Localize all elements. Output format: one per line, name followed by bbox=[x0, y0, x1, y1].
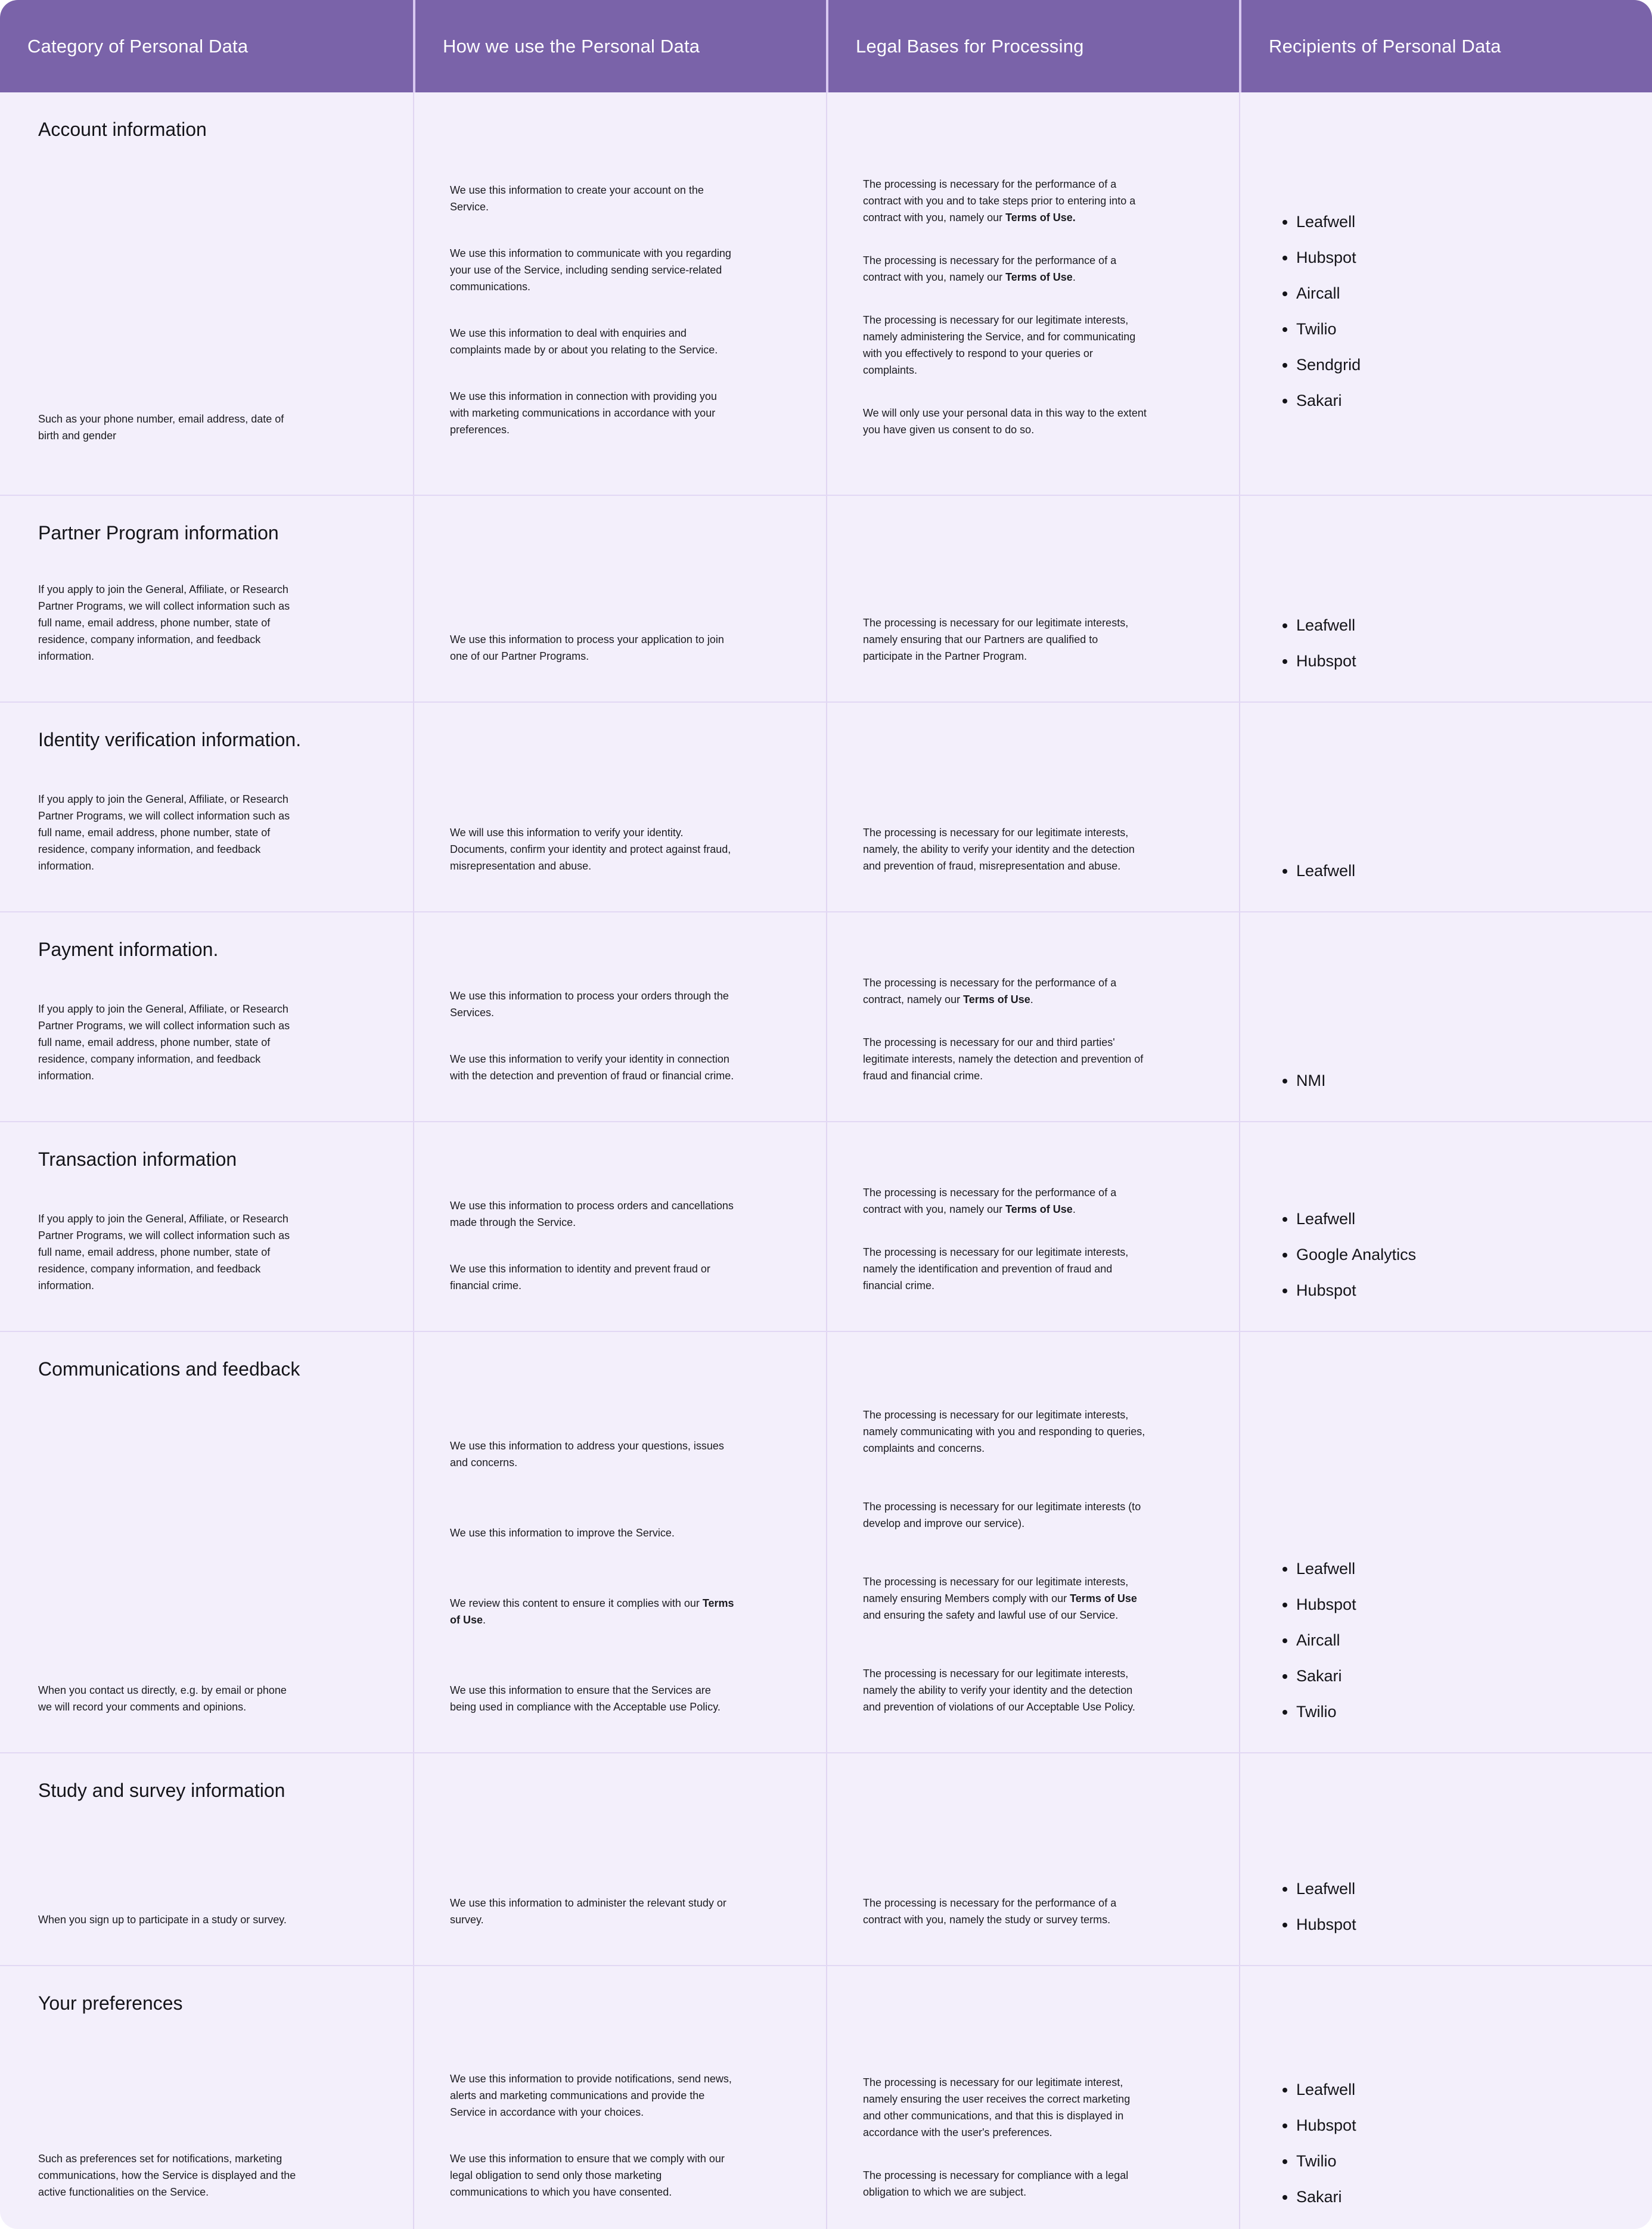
category-description: Such as preferences set for notifications, marketing communications, how the Service is displayed and the active functionalities on the Service. bbox=[38, 2153, 296, 2198]
recipient-item: • Leafwell bbox=[1296, 211, 1634, 232]
category-title: Communications and feedback bbox=[38, 1358, 300, 1380]
usage-paragraph: We review this content to ensure it complies with our Terms of Use. bbox=[450, 1597, 734, 1626]
recipient-item: • Aircall bbox=[1296, 282, 1634, 304]
legal-paragraph: The processing is necessary for the performance of a contract with you, namely our Terms of Use. bbox=[863, 1187, 1117, 1215]
usage-paragraph: We use this information to process your orders through the Services. bbox=[450, 990, 729, 1019]
usage-paragraph: We use this information in connection with providing you with marketing communications in accordance with your preferences. bbox=[450, 390, 717, 436]
usage-paragraph: We use this information to process your application to join one of our Partner Programs. bbox=[450, 634, 724, 662]
category-cell bbox=[0, 912, 413, 1121]
legal-paragraph: The processing is necessary for our legitimate interests (to develop and improve our service). bbox=[863, 1501, 1141, 1529]
recipient-item: • Hubspot bbox=[1296, 1594, 1634, 1615]
recipient-item: • Hubspot bbox=[1296, 1280, 1634, 1301]
recipient-item: • Twilio bbox=[1296, 318, 1634, 340]
usage-paragraph: We use this information to deal with enquiries and complaints made by or about you relating to the Service. bbox=[450, 327, 718, 356]
header-cell-legal bbox=[826, 0, 1239, 92]
recipients-list bbox=[1276, 1558, 1634, 1722]
legal-paragraph: The processing is necessary for the performance of a contract with you and to take steps prior to entering into a contract with you, namely our Terms of Use. bbox=[863, 178, 1136, 223]
recipient-item: • Leafwell bbox=[1296, 1558, 1634, 1579]
header-cell-recipients bbox=[1239, 0, 1652, 92]
usage-paragraph: We use this information to ensure that the Services are being used in compliance with the Acceptable use Policy. bbox=[450, 1684, 721, 1713]
legal-cell bbox=[826, 496, 1239, 701]
recipients-cell bbox=[1239, 1332, 1652, 1752]
usage-cell bbox=[413, 912, 826, 1121]
usage-paragraph: We use this information to identity and prevent fraud or financial crime. bbox=[450, 1263, 710, 1292]
legal-paragraph: The processing is necessary for our and third parties' legitimate interests, namely the detection and prevention of fraud and financial crime. bbox=[863, 1036, 1144, 1082]
legal-paragraph: The processing is necessary for our legitimate interests, namely the ability to verify your identity and the detection and prevention of violations of our Acceptable Use Policy. bbox=[863, 1668, 1135, 1713]
recipient-item: • Aircall bbox=[1296, 1629, 1634, 1651]
legal-paragraph: The processing is necessary for compliance with a legal obligation to which we are subject. bbox=[863, 2169, 1129, 2198]
table-row bbox=[0, 701, 1652, 911]
legal-cell bbox=[826, 92, 1239, 495]
recipients-cell bbox=[1239, 496, 1652, 701]
recipient-item: • Leafwell bbox=[1296, 614, 1634, 636]
category-title: Your preferences bbox=[38, 1992, 183, 2014]
category-description: If you apply to join the General, Affiliate, or Research Partner Programs, we will collect information such as full name, email address, phone number, state of residence, company information, and feedback information. bbox=[38, 583, 290, 662]
usage-paragraph: We use this information to verify your identity in connection with the detection and prevention of fraud or financial crime. bbox=[450, 1053, 734, 1082]
recipients-cell bbox=[1239, 1966, 1652, 2229]
recipient-item: • Hubspot bbox=[1296, 1914, 1634, 1935]
category-title: Partner Program information bbox=[38, 522, 279, 544]
recipient-item: • Twilio bbox=[1296, 1701, 1634, 1722]
recipient-item: • Google Analytics bbox=[1296, 1244, 1634, 1265]
category-cell bbox=[0, 92, 413, 495]
recipient-item: • Hubspot bbox=[1296, 650, 1634, 672]
legal-paragraph: The processing is necessary for our legitimate interests, namely communicating with you and responding to queries, complaints and concerns. bbox=[863, 1409, 1145, 1454]
recipients-cell bbox=[1239, 1122, 1652, 1331]
recipients-list bbox=[1276, 1208, 1634, 1301]
legal-paragraph: The processing is necessary for the performance of a contract with you, namely our Terms of Use. bbox=[863, 254, 1117, 283]
recipient-item: • Leafwell bbox=[1296, 1878, 1634, 1899]
usage-paragraph: We use this information to ensure that we comply with our legal obligation to send only those marketing communications to which you have consented. bbox=[450, 2153, 725, 2198]
table-row bbox=[0, 92, 1652, 495]
category-title: Account information bbox=[38, 119, 207, 140]
legal-paragraph: The processing is necessary for our legitimate interests, namely ensuring Members comply with our Terms of Use and ensuring the safety and lawful use of our Service. bbox=[863, 1576, 1137, 1621]
usage-cell bbox=[413, 1122, 826, 1331]
recipients-cell bbox=[1239, 703, 1652, 911]
category-title: Transaction information bbox=[38, 1148, 237, 1170]
usage-paragraph: We use this information to improve the Service. bbox=[450, 1527, 675, 1539]
category-description: When you sign up to participate in a study or survey. bbox=[38, 1914, 287, 1926]
recipients-cell bbox=[1239, 1753, 1652, 1965]
recipient-item: • Leafwell bbox=[1296, 2079, 1634, 2100]
header-label-legal: Legal Bases for Processing bbox=[856, 35, 1084, 57]
table-row bbox=[0, 1121, 1652, 1331]
category-cell bbox=[0, 1122, 413, 1331]
recipients-list bbox=[1276, 860, 1634, 881]
category-description: If you apply to join the General, Affiliate, or Research Partner Programs, we will collect information such as full name, email address, phone number, state of residence, company information, and feedback information. bbox=[38, 1213, 290, 1292]
header-cell-category bbox=[0, 0, 413, 92]
category-cell bbox=[0, 1753, 413, 1965]
recipient-item: • Leafwell bbox=[1296, 860, 1634, 881]
category-cell bbox=[0, 1966, 413, 2229]
legal-cell bbox=[826, 1753, 1239, 1965]
recipients-list bbox=[1276, 211, 1634, 411]
usage-cell bbox=[413, 1332, 826, 1752]
category-cell bbox=[0, 496, 413, 701]
table-row bbox=[0, 1965, 1652, 2229]
table-rows bbox=[0, 92, 1652, 2229]
recipient-item: • Hubspot bbox=[1296, 2115, 1634, 2136]
legal-cell bbox=[826, 1332, 1239, 1752]
category-description: If you apply to join the General, Affiliate, or Research Partner Programs, we will collect information such as full name, email address, phone number, state of residence, company information, and feedback information. bbox=[38, 793, 290, 872]
usage-paragraph: We use this information to communicate with you regarding your use of the Service, including sending service-related communications. bbox=[450, 247, 731, 293]
usage-cell bbox=[413, 496, 826, 701]
header-label-category: Category of Personal Data bbox=[27, 35, 249, 57]
legal-paragraph: The processing is necessary for the performance of a contract, namely our Terms of Use. bbox=[863, 977, 1117, 1005]
legal-paragraph: The processing is necessary for our legitimate interests, namely, the ability to verify your identity and the detection and prevention of fraud, misrepresentation and abuse. bbox=[863, 827, 1135, 872]
recipients-cell bbox=[1239, 92, 1652, 495]
category-title: Study and survey information bbox=[38, 1780, 285, 1801]
header-label-usage: How we use the Personal Data bbox=[443, 35, 700, 57]
table-row bbox=[0, 911, 1652, 1121]
category-cell bbox=[0, 703, 413, 911]
legal-cell bbox=[826, 912, 1239, 1121]
legal-cell bbox=[826, 1966, 1239, 2229]
recipient-item: • Hubspot bbox=[1296, 247, 1634, 268]
recipients-list bbox=[1276, 1070, 1634, 1091]
legal-paragraph: The processing is necessary for our legitimate interests, namely ensuring that our Partners are qualified to participate in the Partner Program. bbox=[863, 617, 1129, 662]
usage-paragraph: We use this information to administer the relevant study or survey. bbox=[450, 1897, 726, 1926]
header-cell-usage bbox=[413, 0, 826, 92]
header-label-recipients: Recipients of Personal Data bbox=[1269, 35, 1501, 57]
usage-cell bbox=[413, 1966, 826, 2229]
recipient-item: • Sakari bbox=[1296, 390, 1634, 411]
recipients-list bbox=[1276, 2079, 1634, 2208]
usage-paragraph: We will use this information to verify your identity. Documents, confirm your identity and protect against fraud, misrepresentation and abuse. bbox=[450, 827, 731, 872]
recipient-item: • Sakari bbox=[1296, 2186, 1634, 2208]
table-row bbox=[0, 1752, 1652, 1965]
legal-cell bbox=[826, 703, 1239, 911]
recipients-cell bbox=[1239, 912, 1652, 1121]
category-cell bbox=[0, 1332, 413, 1752]
usage-paragraph: We use this information to address your questions, issues and concerns. bbox=[450, 1440, 724, 1469]
usage-paragraph: We use this information to provide notifications, send news, alerts and marketing communications and provide the Service in accordance with your choices. bbox=[450, 2073, 732, 2118]
usage-cell bbox=[413, 1753, 826, 1965]
legal-paragraph: The processing is necessary for our legitimate interests, namely the identification and prevention of fraud and financial crime. bbox=[863, 1246, 1129, 1292]
category-description: If you apply to join the General, Affiliate, or Research Partner Programs, we will collect information such as full name, email address, phone number, state of residence, company information, and feedback information. bbox=[38, 1003, 290, 1082]
legal-cell bbox=[826, 1122, 1239, 1331]
legal-paragraph: We will only use your personal data in this way to the extent you have given us consent to do so. bbox=[863, 407, 1147, 436]
table-row bbox=[0, 1331, 1652, 1752]
recipient-item: • Sendgrid bbox=[1296, 354, 1634, 375]
table-row bbox=[0, 495, 1652, 701]
legal-paragraph: The processing is necessary for our legitimate interests, namely administering the Service, and for communicating with you effectively to respond to your queries or complaints. bbox=[863, 314, 1136, 376]
recipient-item: • Twilio bbox=[1296, 2150, 1634, 2172]
usage-paragraph: We use this information to process orders and cancellations made through the Service. bbox=[450, 1200, 734, 1228]
usage-cell bbox=[413, 92, 826, 495]
table-header-row bbox=[0, 0, 1652, 92]
legal-paragraph: The processing is necessary for the performance of a contract with you, namely the study or survey terms. bbox=[863, 1897, 1117, 1926]
recipients-list bbox=[1276, 614, 1634, 672]
recipient-item: • Sakari bbox=[1296, 1665, 1634, 1687]
category-description: When you contact us directly, e.g. by email or phone we will record your comments and opinions. bbox=[38, 1684, 287, 1713]
legal-paragraph: The processing is necessary for our legitimate interest, namely ensuring the user receives the correct marketing and other communications, and that this is displayed in accordance with the user's preferences. bbox=[863, 2076, 1131, 2138]
usage-cell bbox=[413, 703, 826, 911]
recipients-list bbox=[1276, 1878, 1634, 1935]
category-title: Identity verification information. bbox=[38, 729, 302, 750]
category-title: Payment information. bbox=[38, 939, 219, 960]
usage-paragraph: We use this information to create your account on the Service. bbox=[450, 184, 704, 213]
category-description: Such as your phone number, email address, date of birth and gender bbox=[38, 413, 284, 442]
recipient-item: • Leafwell bbox=[1296, 1208, 1634, 1230]
recipient-item: • NMI bbox=[1296, 1070, 1634, 1091]
